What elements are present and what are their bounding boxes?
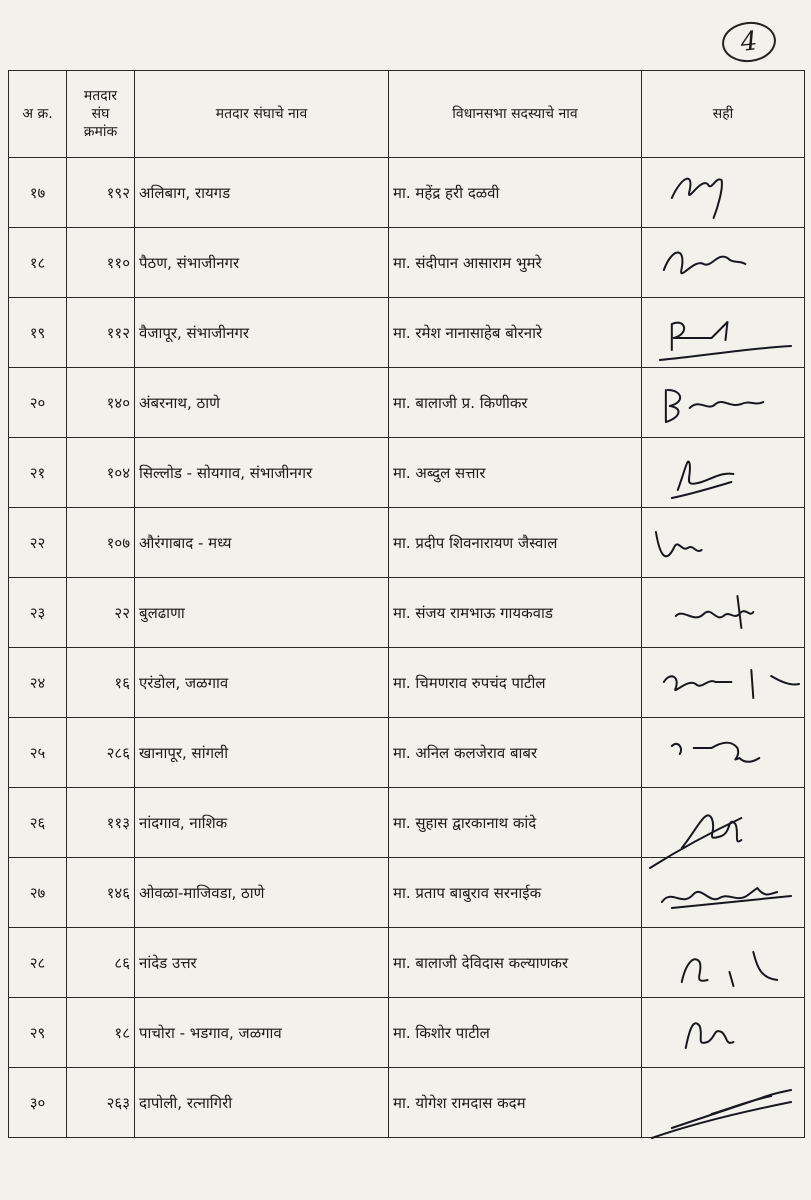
signature-icon: [642, 158, 804, 227]
member-name: मा. रमेश नानासाहेब बोरनारे: [389, 298, 642, 368]
constituency-name: एरंडोल, जळगाव: [135, 648, 389, 718]
page-number: 4: [720, 19, 778, 64]
serial-number: ३०: [9, 1068, 67, 1138]
serial-number: २३: [9, 578, 67, 648]
serial-number: २९: [9, 998, 67, 1068]
serial-number: १८: [9, 228, 67, 298]
signature-cell: [642, 998, 805, 1068]
serial-number: २७: [9, 858, 67, 928]
member-name: मा. संदीपान आसाराम भुमरे: [389, 228, 642, 298]
member-name: मा. किशोर पाटील: [389, 998, 642, 1068]
member-name: मा. चिमणराव रुपचंद पाटील: [389, 648, 642, 718]
header-constituency-name: मतदार संघाचे नाव: [135, 71, 389, 158]
signature-icon: [642, 298, 804, 367]
constituency-number: ११२: [67, 298, 135, 368]
signature-icon: [642, 928, 804, 997]
signature-icon: [642, 368, 804, 437]
member-name: मा. बालाजी प्र. किणीकर: [389, 368, 642, 438]
member-name: मा. अनिल कलजेराव बाबर: [389, 718, 642, 788]
header-serial: अ क्र.: [9, 71, 67, 158]
constituency-name: बुलढाणा: [135, 578, 389, 648]
member-name: मा. प्रदीप शिवनारायण जैस्वाल: [389, 508, 642, 578]
table-header-row: [9, 71, 805, 158]
signature-cell: [642, 228, 805, 298]
member-name: मा. प्रताप बाबुराव सरनाईक: [389, 858, 642, 928]
constituency-name: दापोली, रत्नागिरी: [135, 1068, 389, 1138]
table-row: [9, 928, 805, 998]
constituency-name: वैजापूर, संभाजीनगर: [135, 298, 389, 368]
signature-cell: [642, 158, 805, 228]
constituency-number: १६: [67, 648, 135, 718]
serial-number: २२: [9, 508, 67, 578]
signature-icon: [642, 578, 804, 647]
table-row: [9, 998, 805, 1068]
constituency-number: १८: [67, 998, 135, 1068]
signature-cell: [642, 438, 805, 508]
constituency-number: २६३: [67, 1068, 135, 1138]
table-row: [9, 858, 805, 928]
table-row: [9, 508, 805, 578]
signature-icon: [642, 998, 804, 1067]
table-row: [9, 788, 805, 858]
constituency-name: पाचोरा - भडगाव, जळगाव: [135, 998, 389, 1068]
table-row: [9, 228, 805, 298]
signature-icon: [642, 648, 804, 717]
table-row: [9, 368, 805, 438]
header-constituency-no-line1: मतदार: [83, 87, 118, 104]
serial-number: १७: [9, 158, 67, 228]
table-row: [9, 648, 805, 718]
header-signature: सही: [642, 71, 805, 158]
constituency-name: खानापूर, सांगली: [135, 718, 389, 788]
constituency-name: ओवळा-माजिवडा, ठाणे: [135, 858, 389, 928]
serial-number: २४: [9, 648, 67, 718]
constituency-number: ११३: [67, 788, 135, 858]
constituency-name: औरंगाबाद - मध्य: [135, 508, 389, 578]
member-signature-table: [8, 70, 805, 1138]
serial-number: २०: [9, 368, 67, 438]
serial-number: १९: [9, 298, 67, 368]
constituency-number: ११०: [67, 228, 135, 298]
constituency-number: २२: [67, 578, 135, 648]
signature-cell: [642, 788, 805, 858]
member-name: मा. अब्दुल सत्तार: [389, 438, 642, 508]
constituency-name: नांदेड उत्तर: [135, 928, 389, 998]
header-constituency-no-line2: संघ: [91, 105, 110, 122]
constituency-number: २८६: [67, 718, 135, 788]
table-row: [9, 1068, 805, 1138]
member-name: मा. महेंद्र हरी दळवी: [389, 158, 642, 228]
member-name: मा. सुहास द्वारकानाथ कांदे: [389, 788, 642, 858]
signature-cell: [642, 718, 805, 788]
serial-number: २५: [9, 718, 67, 788]
constituency-number: १०७: [67, 508, 135, 578]
signature-icon: [642, 858, 804, 927]
header-member-name: विधानसभा सदस्याचे नाव: [389, 71, 642, 158]
signature-cell: [642, 1068, 805, 1138]
serial-number: २८: [9, 928, 67, 998]
signature-cell: [642, 928, 805, 998]
constituency-name: नांदगाव, नाशिक: [135, 788, 389, 858]
signature-icon: [642, 718, 804, 787]
header-constituency-no-line3: क्रमांक: [83, 124, 118, 141]
signature-icon: [642, 1068, 804, 1137]
member-name: मा. बालाजी देविदास कल्याणकर: [389, 928, 642, 998]
constituency-name: सिल्लोड - सोयगाव, संभाजीनगर: [135, 438, 389, 508]
serial-number: २१: [9, 438, 67, 508]
signature-icon: [642, 438, 804, 507]
constituency-number: ८६: [67, 928, 135, 998]
signature-icon: [642, 788, 804, 857]
constituency-name: अंबरनाथ, ठाणे: [135, 368, 389, 438]
member-name: मा. संजय रामभाऊ गायकवाड: [389, 578, 642, 648]
signature-cell: [642, 858, 805, 928]
signature-icon: [642, 508, 804, 577]
table-row: [9, 578, 805, 648]
constituency-number: १४०: [67, 368, 135, 438]
signature-cell: [642, 368, 805, 438]
constituency-name: पैठण, संभाजीनगर: [135, 228, 389, 298]
constituency-number: १४६: [67, 858, 135, 928]
constituency-number: १९२: [67, 158, 135, 228]
signature-cell: [642, 508, 805, 578]
signature-cell: [642, 578, 805, 648]
member-name: मा. योगेश रामदास कदम: [389, 1068, 642, 1138]
constituency-number: १०४: [67, 438, 135, 508]
signature-icon: [642, 228, 804, 297]
table-row: [9, 158, 805, 228]
constituency-name: अलिबाग, रायगड: [135, 158, 389, 228]
table-row: [9, 438, 805, 508]
header-constituency-no: [67, 71, 135, 158]
serial-number: २६: [9, 788, 67, 858]
table-row: [9, 718, 805, 788]
signature-cell: [642, 648, 805, 718]
signature-cell: [642, 298, 805, 368]
table-row: [9, 298, 805, 368]
